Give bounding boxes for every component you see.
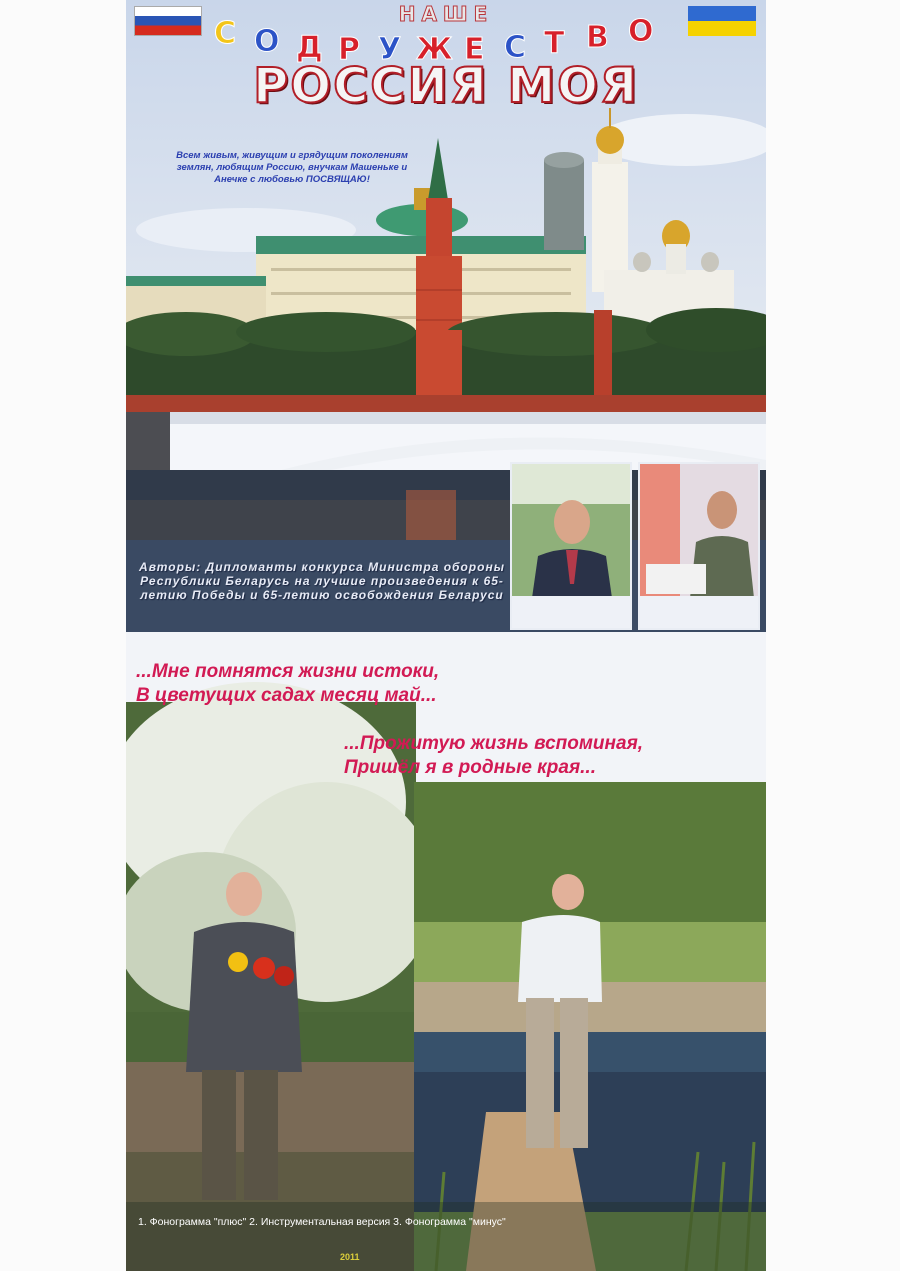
commonwealth-letter: У [378,32,402,67]
author-portrait [638,462,760,630]
commonwealth-letter: О [254,24,280,59]
portrait-caption [512,596,630,628]
man-with-flowers [226,872,262,916]
commonwealth-letter: Р [338,32,360,67]
commonwealth-letter: С [214,16,237,51]
commonwealth-letter: Ж [416,32,453,67]
portrait-photo [512,464,630,598]
verse-stanza [344,732,643,780]
commonwealth-letter: С [504,30,527,65]
garden-and-pond-photos [126,632,766,1271]
verse-line: ...Прожитую жизнь вспоминая, [344,733,644,754]
dedication-text: Всем живым, живущим и грядущим поколениям землян, любящим Россию, внучкам Машеньке и Анечке с любовью ПОСВЯЩАЮ! [176,150,408,185]
tulip [253,957,275,979]
commonwealth-letter: Е [464,32,485,67]
memories-panel [126,632,766,1271]
man-at-pond [552,874,584,910]
tower-reflection [406,490,456,540]
bridge-deck [126,412,766,424]
scaffold-tower [544,160,584,250]
authors-text: Авторы: Дипломанты конкурса Министра обороны Республики Беларусь на лучшие произведения к 65-летию Победы и 65-летию освобождения Беларуси [139,560,505,602]
album-title: РОССИЯ МОЯ [253,58,639,114]
header-top-word: НАШЕ [398,2,494,26]
commonwealth-letter: Т [544,26,565,61]
footer-year: 2011 [340,1252,360,1262]
commonwealth-heading [214,10,674,67]
cd-cover [126,0,766,1271]
commonwealth-letter: Д [296,30,323,65]
verse-line: В цветущих садах месяц май... [136,685,437,706]
tulip [228,952,248,972]
portrait-caption [640,596,758,628]
author-portrait [510,462,632,630]
kremlin-wall [126,395,766,413]
commonwealth-letter: О [628,14,654,49]
tulip [274,966,294,986]
verse-stanza [136,660,439,708]
tower-spire [428,138,448,200]
palace-roof [256,236,586,254]
verse-line: ...Мне помнятся жизни истоки, [136,661,440,682]
track-list: 1. Фонограмма "плюс" 2. Инструментальная версия 3. Фонограмма "минус" [138,1216,506,1228]
verse-line: Пришёл я в родные края... [344,757,596,778]
small-red-tower [594,310,612,396]
commonwealth-letter: В [586,20,609,55]
kremlin-panel [126,0,766,632]
portrait-photo [640,464,758,598]
